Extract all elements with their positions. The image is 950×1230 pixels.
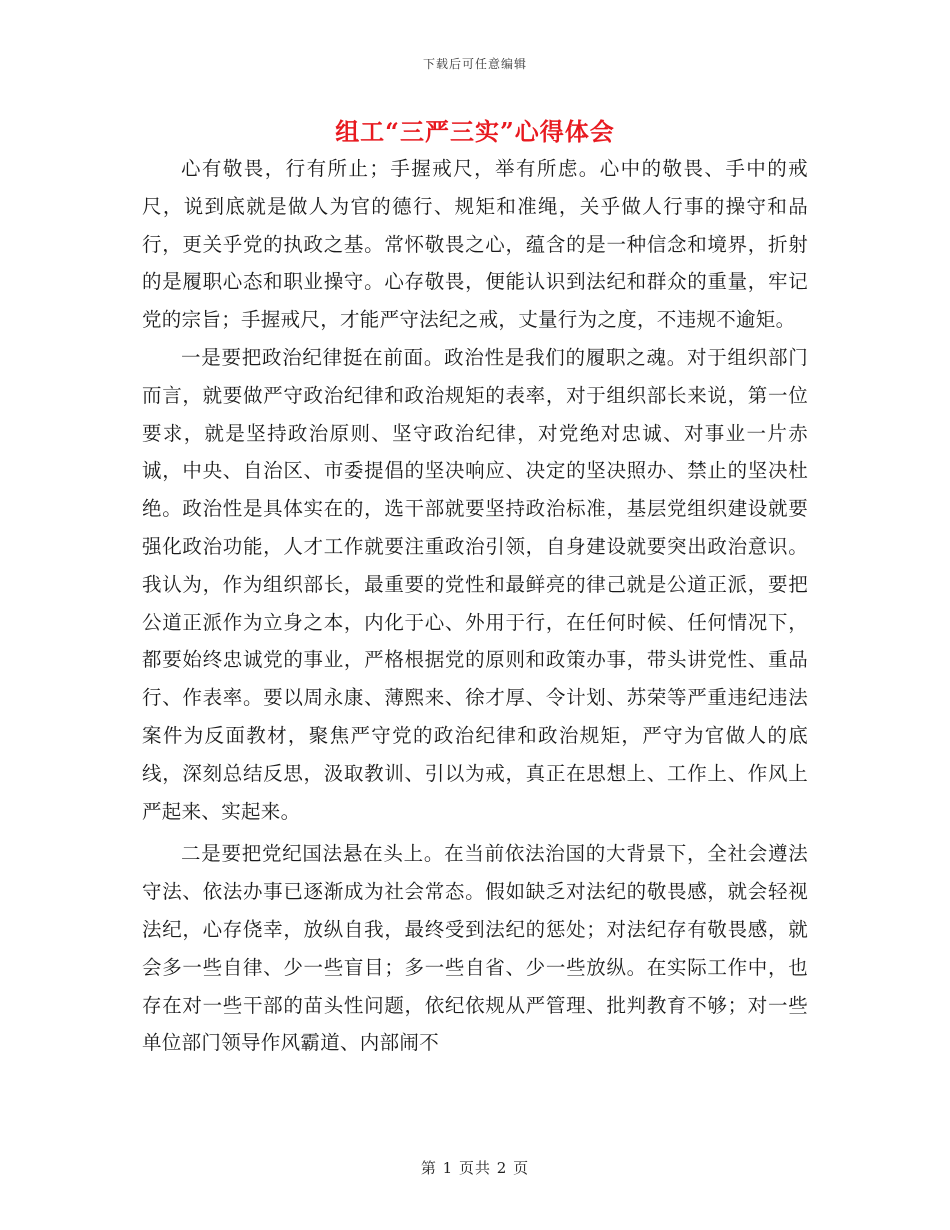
paragraph-point-one: 一是要把政治纪律挺在前面。政治性是我们的履职之魂。对于组织部门而言，就要做严守政治纪律和政治规矩的表率，对于组织部长来说，第一位要求，就是坚持政治原则、坚守政治纪律，对党绝对忠诚、对事业一片赤诚，中央、自治区、市委提倡的坚决响应、决定的坚决照办、禁止的坚决杜绝。政治性是具体实在的，选干部就要坚持政治标准，基层党组织建设就要强化政治功能，人才工作就要注重政治引领，自身建设就要突出政治意识。我认为，作为组织部长，最重要的党性和最鲜亮的律己就是公道正派，要把公道正派作为立身之本，内化于心、外用于行，在任何时候、任何情况下，都要始终忠诚党的事业，严格根据党的原则和政策办事，带头讲党性、重品行、作表率。要以周永康、薄熙来、徐才厚、令计划、苏荣等严重违纪违法案件为反面教材，聚焦严守党的政治纪律和政治规矩，严守为官做人的底线，深刻总结反思，汲取教训、引以为戒，真正在思想上、工作上、作风上严起来、实起来。 <box>142 345 808 823</box>
paragraph-intro: 心有敬畏，行有所止；手握戒尺，举有所虑。心中的敬畏、手中的戒尺，说到底就是做人为官的德行、规矩和准绳，关乎做人行事的操守和品行，更关乎党的执政之基。常怀敬畏之心，蕴含的是一种信念和境界，折射的是履职心态和职业操守。心存敬畏，便能认识到法纪和群众的重量，牢记党的宗旨；手握戒尺，才能严守法纪之戒，丈量行为之度，不违规不逾矩。 <box>142 157 808 332</box>
document-title: 组工“三严三实”心得体会 <box>335 117 615 146</box>
document-body <box>142 150 808 1062</box>
page-number: 第 1 页共 2 页 <box>420 1159 530 1177</box>
page-header-note: 下载后可任意编辑 <box>422 57 527 71</box>
paragraph-point-two: 二是要把党纪国法悬在头上。在当前依法治国的大背景下，全社会遵法守法、依法办事已逐渐成为社会常态。假如缺乏对法纪的敬畏感，就会轻视法纪，心存侥幸，放纵自我，最终受到法纪的惩处；对法纪存有敬畏感，就会多一些自律、少一些盲目；多一些自省、少一些放纵。在实际工作中，也存在对一些干部的苗头性问题，依纪依规从严管理、批判教育不够；对一些单位部门领导作风霸道、内部闹不 <box>142 842 808 1055</box>
